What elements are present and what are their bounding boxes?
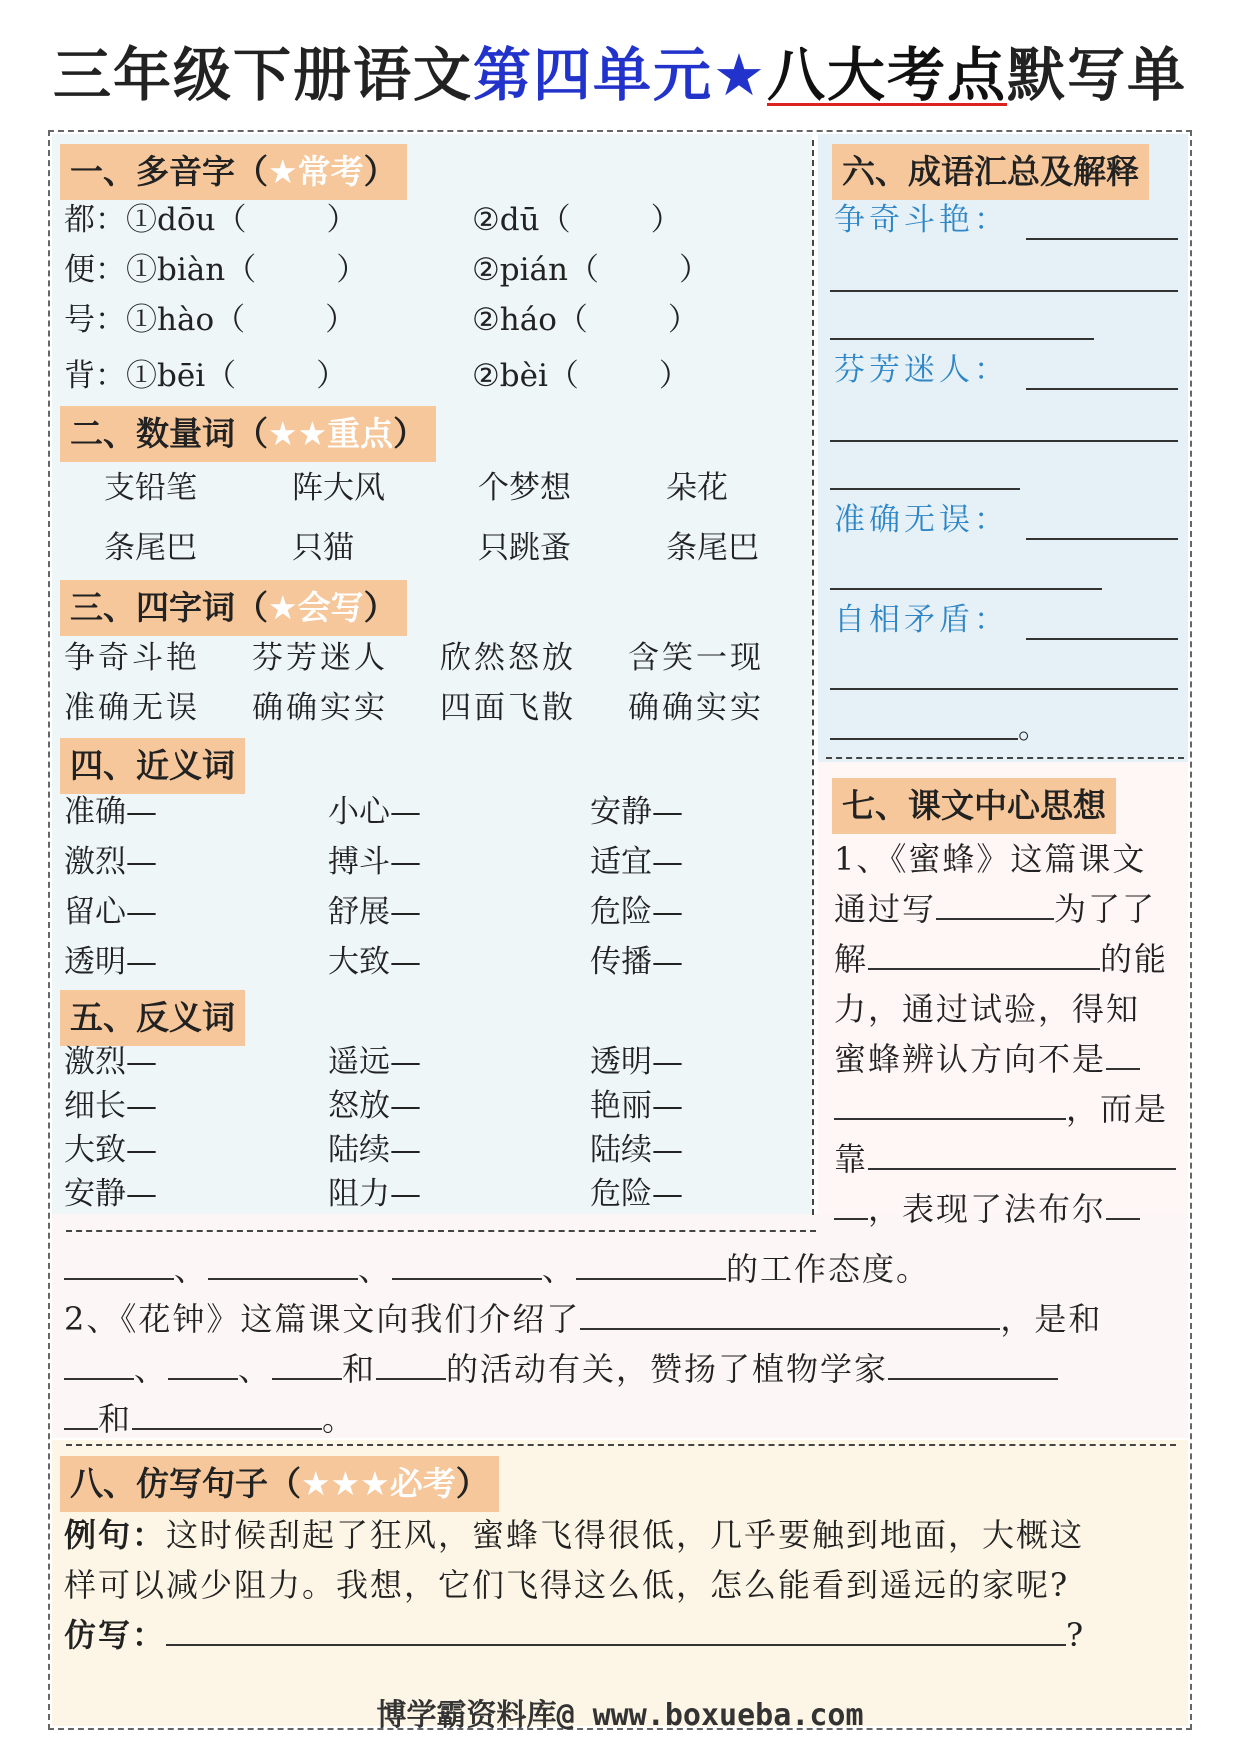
measure-word-item: 条尾巴	[666, 530, 759, 566]
four-char-word: 含笑一现	[628, 640, 764, 676]
heading-tag: ★常考	[268, 152, 364, 191]
antonym-item: 陆续—	[590, 1132, 683, 1168]
antonym-item: 阻力—	[328, 1176, 421, 1212]
antonym-item: 细长—	[64, 1088, 157, 1124]
answer-line[interactable]	[1026, 388, 1178, 390]
text: 的工作态度。	[726, 1250, 931, 1288]
synonym-item: 小心—	[328, 794, 421, 830]
synonym-item: 激烈—	[64, 844, 157, 880]
measure-word-item: 条尾巴	[104, 530, 197, 566]
paren: ）	[325, 302, 357, 338]
section-antonyms-heading: 五、反义词	[60, 990, 245, 1046]
blank[interactable]	[1106, 1188, 1140, 1220]
paren: ）	[650, 202, 682, 238]
char: 便：	[64, 252, 126, 288]
answer-line[interactable]	[1026, 538, 1178, 540]
text: 通过写	[834, 890, 937, 928]
four-char-word: 芬芳迷人	[252, 640, 388, 676]
blank[interactable]	[936, 888, 1054, 920]
measure-word-item: 只跳蚤	[478, 530, 571, 566]
answer-line[interactable]	[830, 440, 1178, 442]
antonym-item: 透明—	[590, 1044, 683, 1080]
blank[interactable]	[64, 1348, 134, 1380]
blank[interactable]	[868, 938, 1100, 970]
reading-b: ②háo（	[472, 302, 588, 338]
blank[interactable]	[64, 1248, 174, 1280]
text: 解	[834, 940, 869, 978]
antonym-item: 大致—	[64, 1132, 157, 1168]
text: ?	[1066, 1616, 1086, 1654]
answer-line[interactable]	[1026, 638, 1178, 640]
antonym-item: 怒放—	[328, 1088, 421, 1124]
text: 、	[174, 1250, 209, 1288]
blank[interactable]	[868, 1138, 1176, 1170]
text: 靠	[834, 1140, 869, 1178]
text: ，而是	[1066, 1090, 1169, 1128]
reading-a: ①hào（	[126, 302, 246, 338]
text: 这时候刮起了狂风，蜜蜂飞得很低，几乎要触到地面，大概这	[166, 1516, 1085, 1554]
synonym-item: 透明—	[64, 944, 157, 980]
bottom-divider	[66, 1444, 1176, 1446]
blank[interactable]	[132, 1398, 322, 1430]
idiom-label: 准确无误：	[834, 502, 1009, 538]
heading-text: 三、四字词（	[70, 588, 268, 627]
theme-line	[834, 1034, 1140, 1080]
text: 。	[322, 1400, 357, 1438]
blank[interactable]	[168, 1348, 238, 1380]
theme-line: 力，通过试验，得知	[834, 990, 1141, 1028]
example-sentence-line	[64, 1510, 1084, 1556]
synonym-item: 适宜—	[590, 844, 683, 880]
reading-a: ①dōu（	[126, 202, 247, 238]
heading-tag: ★★★必考	[301, 1464, 456, 1503]
right-divider	[826, 757, 1184, 759]
theme-line	[834, 1184, 1140, 1230]
polyphone-row-b	[472, 298, 699, 342]
section-polyphone-heading	[60, 144, 407, 200]
measure-word-item: 阵大风	[292, 470, 385, 506]
period: 。	[1018, 710, 1049, 746]
antonym-item: 激烈—	[64, 1044, 157, 1080]
paren: ）	[336, 252, 368, 288]
measure-word-item: 朵花	[666, 470, 728, 506]
section-measure-words-heading	[60, 406, 436, 462]
section-imitation-heading	[60, 1456, 499, 1512]
paren: ）	[658, 358, 690, 394]
four-char-word: 欣然怒放	[440, 640, 576, 676]
synonym-item: 留心—	[64, 894, 157, 930]
polyphone-row	[64, 248, 367, 292]
text: 、	[238, 1350, 273, 1388]
char: 背：	[64, 358, 126, 394]
example-label: 例句：	[64, 1516, 167, 1554]
watermark-footer: 博学霸资料库@ www.boxueba.com	[376, 1698, 864, 1733]
antonym-item: 艳丽—	[590, 1088, 683, 1124]
reading-b: ②dū（	[472, 202, 571, 238]
title-part-4: 默写单	[1007, 41, 1188, 109]
synonym-item: 准确—	[64, 794, 157, 830]
polyphone-row-b	[472, 354, 690, 398]
text: 、	[358, 1250, 393, 1288]
answer-line[interactable]	[830, 738, 1018, 740]
title-part-2: 第四单元★	[472, 41, 767, 109]
theme-line	[64, 1344, 1058, 1390]
page-title	[0, 28, 1240, 112]
section-four-char-words-heading	[60, 580, 407, 636]
idiom-label: 争奇斗艳：	[834, 202, 1009, 238]
antonym-item: 危险—	[590, 1176, 683, 1212]
answer-line[interactable]	[1026, 238, 1178, 240]
theme-line	[64, 1244, 930, 1290]
text: ，表现了法布尔	[868, 1190, 1107, 1228]
text: 和	[342, 1350, 377, 1388]
polyphone-row	[64, 198, 357, 242]
imitation-label: 仿写：	[64, 1616, 167, 1654]
blank[interactable]	[834, 1188, 868, 1220]
theme-line	[64, 1294, 1102, 1340]
heading-text: 八、仿写句子（	[70, 1464, 301, 1503]
polyphone-row-b	[472, 198, 682, 242]
measure-word-item: 个梦想	[478, 470, 571, 506]
theme-line	[834, 1134, 1176, 1180]
imitation-answer-line[interactable]	[166, 1614, 1066, 1646]
measure-word-item: 支铅笔	[104, 470, 197, 506]
reading-a: ①biàn（	[126, 252, 257, 288]
reading-b: ②bèi（	[472, 358, 579, 394]
char: 号：	[64, 302, 126, 338]
section-idioms-heading: 六、成语汇总及解释	[832, 144, 1149, 200]
imitation-line	[64, 1610, 1085, 1656]
text: 、	[134, 1350, 169, 1388]
blank[interactable]	[64, 1398, 98, 1430]
theme-line	[834, 884, 1156, 930]
blank[interactable]	[888, 1348, 1058, 1380]
answer-line[interactable]	[830, 488, 1020, 490]
blank[interactable]	[376, 1348, 446, 1380]
blank[interactable]	[580, 1298, 1000, 1330]
blank[interactable]	[576, 1248, 726, 1280]
four-char-word: 准确无误	[64, 690, 200, 726]
synonym-item: 危险—	[590, 894, 683, 930]
measure-word-item: 只猫	[292, 530, 354, 566]
antonym-item: 安静—	[64, 1176, 157, 1212]
mid-divider	[66, 1230, 816, 1232]
four-char-word: 确确实实	[252, 690, 388, 726]
answer-line[interactable]	[830, 588, 1102, 590]
theme-line	[834, 934, 1168, 980]
antonym-item: 陆续—	[328, 1132, 421, 1168]
heading-tag: ★★重点	[268, 414, 394, 453]
paren: ）	[679, 252, 710, 288]
idiom-label: 自相矛盾：	[834, 602, 1009, 638]
answer-line[interactable]	[830, 290, 1178, 292]
title-part-1: 三年级下册语文	[52, 41, 473, 109]
antonym-item: 遥远—	[328, 1044, 421, 1080]
idiom-label: 芬芳迷人：	[834, 352, 1009, 388]
heading-text: 一、多音字（	[70, 152, 268, 191]
heading-close: ）	[393, 414, 427, 453]
four-char-word: 争奇斗艳	[64, 640, 200, 676]
example-sentence-line: 样可以减少阻力。我想，它们飞得这么低，怎么能看到遥远的家呢?	[64, 1566, 1070, 1604]
polyphone-row-b	[472, 248, 710, 292]
section-synonyms-heading: 四、近义词	[60, 738, 245, 794]
polyphone-row	[64, 298, 356, 342]
blank[interactable]	[1106, 1038, 1140, 1070]
heading-close: ）	[455, 1464, 489, 1503]
text: ，是和	[1000, 1300, 1103, 1338]
four-char-word: 确确实实	[628, 690, 764, 726]
column-divider	[812, 140, 814, 1215]
heading-close: ）	[363, 588, 397, 627]
four-char-word: 四面飞散	[440, 690, 576, 726]
char: 都：	[64, 202, 126, 238]
polyphone-row	[64, 354, 347, 398]
paren: ）	[326, 202, 358, 238]
theme-line: 1、《蜜蜂》这篇课文	[834, 840, 1147, 878]
heading-close: ）	[363, 152, 397, 191]
heading-text: 二、数量词（	[70, 414, 268, 453]
blank[interactable]	[834, 1088, 1066, 1120]
theme-line	[64, 1394, 356, 1440]
text: 2、《花钟》这篇课文向我们介绍了	[64, 1300, 581, 1338]
theme-line	[834, 1084, 1168, 1130]
synonym-item: 安静—	[590, 794, 683, 830]
reading-a: ①bēi（	[126, 358, 237, 394]
text: 为了了	[1054, 890, 1157, 928]
synonym-item: 大致—	[328, 944, 421, 980]
answer-line[interactable]	[830, 688, 1178, 690]
text: 的活动有关，赞扬了植物学家	[446, 1350, 889, 1388]
text: 蜜蜂辨认方向不是	[834, 1040, 1107, 1078]
heading-tag: ★会写	[268, 588, 364, 627]
blank[interactable]	[272, 1348, 342, 1380]
blank[interactable]	[208, 1248, 358, 1280]
text: 、	[542, 1250, 577, 1288]
section-central-idea-heading: 七、课文中心思想	[832, 778, 1116, 834]
synonym-item: 搏斗—	[328, 844, 421, 880]
answer-line[interactable]	[830, 338, 1094, 340]
paren: ）	[667, 302, 699, 338]
synonym-item: 传播—	[590, 944, 683, 980]
paren: ）	[316, 358, 348, 394]
reading-b: ②pián（	[472, 252, 599, 288]
text: 和	[98, 1400, 133, 1438]
blank[interactable]	[392, 1248, 542, 1280]
title-part-3: 八大考点	[766, 41, 1007, 109]
text: 的能	[1100, 940, 1169, 978]
synonym-item: 舒展—	[328, 894, 421, 930]
